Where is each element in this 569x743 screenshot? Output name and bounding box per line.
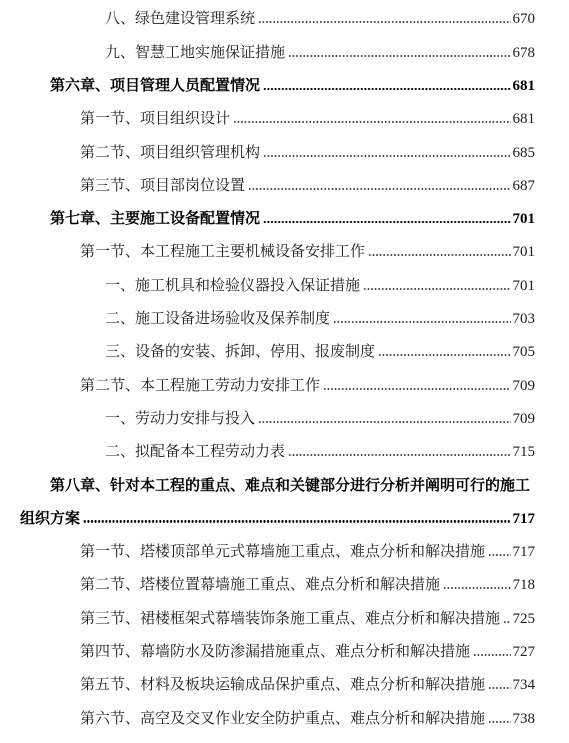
toc-entry-page: 670: [512, 11, 535, 28]
dot-leader: [443, 587, 510, 589]
toc-entry-title: 第七章、主要施工设备配置情况: [50, 209, 261, 228]
toc-entry-page: 701: [512, 277, 535, 294]
toc-item-entry: [0, 402, 535, 435]
toc-entry-title: 第一节、塔楼顶部单元式幕墙施工重点、难点分析和解决措施: [80, 542, 486, 561]
toc-entry-page: 715: [512, 444, 535, 461]
toc-entry-page: 681: [512, 111, 535, 128]
dot-leader: [248, 188, 510, 190]
toc-entry-title: 第六节、高空及交叉作业安全防护重点、难点分析和解决措施: [80, 708, 486, 727]
toc-entry-page: 687: [512, 177, 535, 194]
table-of-contents: [0, 2, 535, 735]
toc-entry-title: 二、拟配备本工程劳动力表: [105, 442, 286, 461]
toc-entry-page: 725: [512, 610, 535, 627]
toc-entry-title: 三、设备的安装、拆卸、停用、报废制度: [105, 342, 376, 361]
toc-section-entry: [0, 602, 535, 635]
dot-leader: [363, 288, 510, 290]
toc-entry-page: 709: [512, 410, 535, 427]
toc-entry-page: 717: [512, 544, 535, 561]
toc-section-entry: [0, 635, 535, 668]
dot-leader: [378, 354, 510, 356]
toc-section-entry: [0, 535, 535, 568]
toc-entry-title-continued: 组织方案: [20, 508, 81, 527]
dot-leader: [83, 520, 510, 522]
dot-leader: [258, 421, 510, 423]
toc-entry-page: 701: [512, 211, 535, 228]
toc-section-entry: [0, 136, 535, 169]
toc-entry-title: 第一节、本工程施工主要机械设备安排工作: [80, 242, 366, 261]
toc-entry-page: 718: [512, 577, 535, 594]
toc-item-entry: [0, 2, 535, 35]
toc-entry-page: 685: [512, 144, 535, 161]
toc-entry-title: 第二节、项目组织管理机构: [80, 142, 261, 161]
toc-section-entry: [0, 668, 535, 701]
dot-leader: [288, 55, 510, 57]
toc-entry-page: 701: [512, 244, 535, 261]
dot-leader: [263, 221, 510, 223]
toc-entry-title: 一、劳动力安排与投入: [105, 408, 256, 427]
toc-entry-page: 703: [512, 311, 535, 328]
toc-section-entry: [0, 568, 535, 601]
toc-entry-page: 734: [512, 677, 535, 694]
toc-chapter-entry: [0, 69, 535, 102]
toc-entry-page: 678: [512, 44, 535, 61]
toc-entry-title: 第二节、本工程施工劳动力安排工作: [80, 375, 321, 394]
toc-chapter-entry-multiline: [0, 469, 535, 536]
toc-entry-page: 709: [512, 377, 535, 394]
dot-leader: [333, 321, 510, 323]
toc-entry-title: 第三节、项目部岗位设置: [80, 175, 246, 194]
dot-leader: [488, 721, 510, 723]
toc-section-entry: [0, 369, 535, 402]
toc-entry-title: 第二节、塔楼位置幕墙施工重点、难点分析和解决措施: [80, 575, 441, 594]
toc-entry-page: 717: [512, 510, 535, 527]
toc-chapter-entry: [0, 202, 535, 235]
toc-entry-page: 727: [512, 644, 535, 661]
toc-item-entry: [0, 36, 535, 69]
dot-leader: [233, 121, 510, 123]
toc-entry-title: 九、智慧工地实施保证措施: [105, 42, 286, 61]
dot-leader: [503, 621, 510, 623]
toc-item-entry: [0, 435, 535, 468]
toc-entry-title: 二、施工设备进场验收及保养制度: [105, 309, 331, 328]
dot-leader: [258, 21, 510, 23]
toc-entry-title: 一、施工机具和检验仪器投入保证措施: [105, 275, 361, 294]
dot-leader: [368, 254, 510, 256]
toc-entry-title: 第六章、项目管理人员配置情况: [50, 75, 261, 94]
dot-leader: [288, 454, 510, 456]
dot-leader: [473, 654, 510, 656]
toc-entry-page: 681: [512, 77, 535, 94]
dot-leader: [323, 388, 510, 390]
toc-entry-title: 第五节、材料及板块运输成品保护重点、难点分析和解决措施: [80, 675, 486, 694]
toc-entry-title: 第一节、项目组织设计: [80, 109, 231, 128]
toc-section-entry: [0, 235, 535, 268]
toc-entry-title: 第八章、针对本工程的重点、难点和关键部分进行分析并阐明可行的施工: [50, 475, 531, 494]
toc-entry-line-continued: [0, 502, 535, 535]
toc-item-entry: [0, 269, 535, 302]
toc-item-entry: [0, 302, 535, 335]
toc-entry-title: 第三节、裙楼框架式幕墙装饰条施工重点、难点分析和解决措施: [80, 608, 501, 627]
dot-leader: [488, 687, 510, 689]
dot-leader: [263, 88, 510, 90]
toc-entry-page: 705: [512, 344, 535, 361]
dot-leader: [488, 554, 510, 556]
toc-section-entry: [0, 102, 535, 135]
dot-leader: [263, 155, 510, 157]
toc-item-entry: [0, 335, 535, 368]
toc-section-entry: [0, 169, 535, 202]
toc-entry-title: 八、绿色建设管理系统: [105, 9, 256, 28]
toc-section-entry: [0, 702, 535, 735]
toc-entry-line: [0, 469, 535, 502]
toc-entry-title: 第四节、幕墙防水及防渗漏措施重点、难点分析和解决措施: [80, 642, 471, 661]
toc-entry-page: 738: [512, 710, 535, 727]
